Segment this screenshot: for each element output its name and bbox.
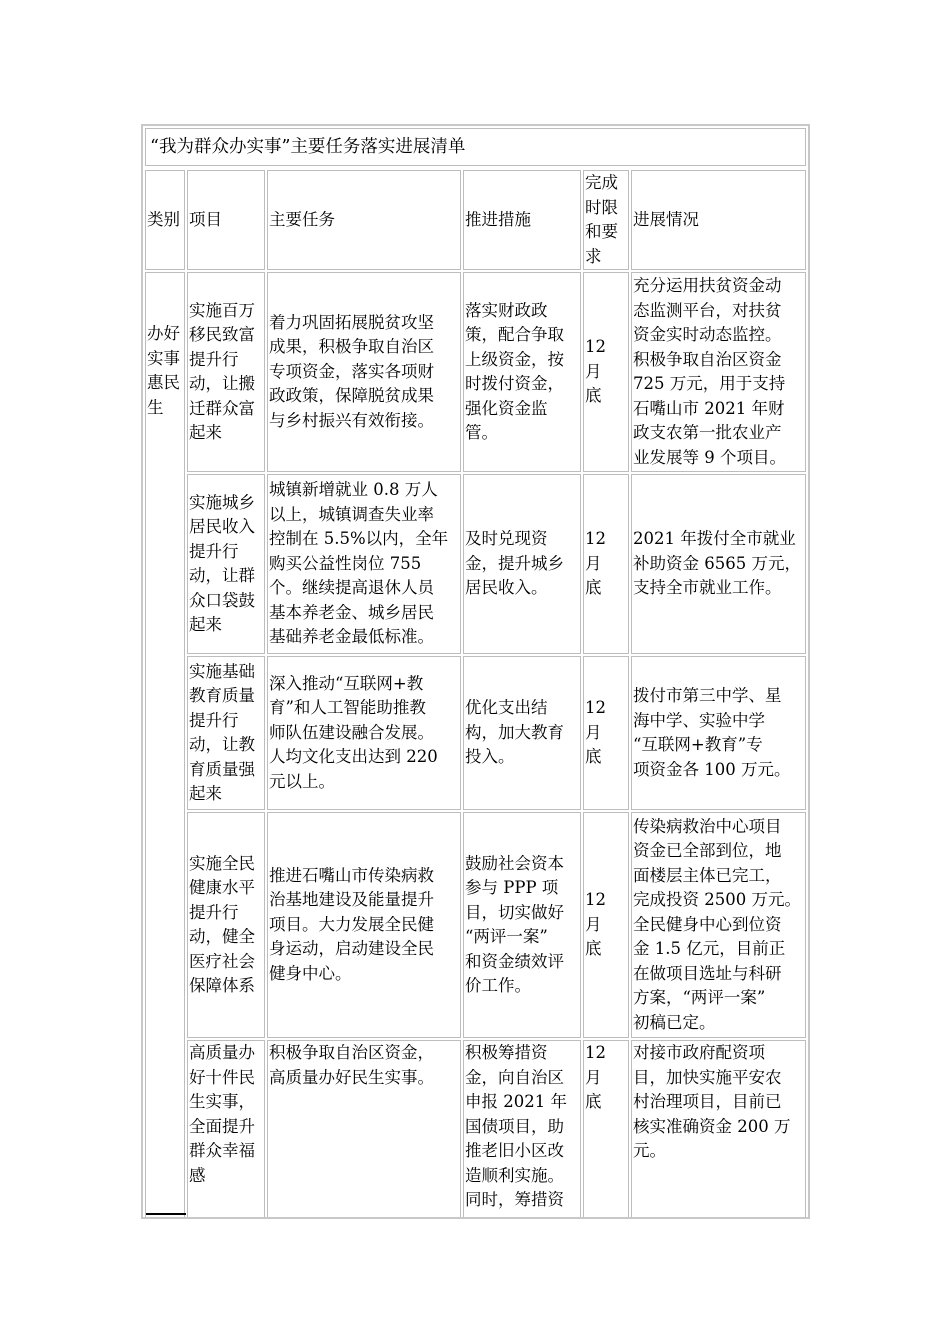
row3-measures (463, 656, 581, 810)
header-deadline-text: 完成 时限 和要 求 (585, 173, 618, 266)
row5-measures-text: 积极筹措资 金，向自治区 申报 2021 年 国债项目，助 推老旧小区改 造顺利实施。 同时，筹措资 (465, 1043, 567, 1209)
row3-project (187, 656, 265, 810)
row4-measures-text: 鼓励社会资本 参与 PPP 项 目，切实做好 “两评一案” 和资金绩效评 价工作。 (465, 853, 564, 995)
header-task-text: 主要任务 (269, 209, 335, 229)
row5-progress-text: 对接市政府配资项 目，加快实施平安农 村治理项目，目前已 核实准确资金 200 万 元。 (633, 1043, 791, 1160)
row1-task (267, 272, 461, 472)
row5-task-text: 积极争取自治区资金， 高质量办好民生实事。 (269, 1043, 434, 1087)
row4-progress (631, 812, 806, 1038)
row2-measures-text: 及时兑现资 金，提升城乡 居民收入。 (465, 529, 564, 598)
row4-deadline-text: 12 月 底 (585, 890, 606, 959)
row3-deadline-text: 12 月 底 (585, 698, 606, 767)
row5-project (187, 1040, 265, 1219)
header-deadline (583, 170, 629, 270)
row2-deadline (583, 474, 629, 654)
header-progress (631, 170, 806, 270)
row2-task (267, 474, 461, 654)
table-title (145, 128, 806, 166)
row5-project-text: 高质量办 好十件民 生实事， 全面提升 群众幸福 感 (189, 1043, 255, 1185)
row3-task (267, 656, 461, 810)
row3-progress-text: 拨付市第三中学、星 海中学、实验中学 “互联网+教育”专 项资金各 100 万元。 (633, 686, 791, 779)
row3-project-text: 实施基础 教育质量 提升行 动，让教 育质量强 起来 (189, 661, 255, 803)
header-progress-text: 进展情况 (633, 209, 699, 229)
row1-task-text: 着力巩固拓展脱贫攻坚 成果，积极争取自治区 专项资金，落实各项财 政政策，保障脱贫成果 与乡村振兴有效衔接。 (269, 312, 434, 430)
row1-project (187, 272, 265, 472)
row5-task (267, 1040, 461, 1219)
header-task (267, 170, 461, 270)
row2-progress (631, 474, 806, 654)
row1-project-text: 实施百万 移民致富 提升行 动，让搬 迁群众富 起来 (189, 300, 255, 442)
row4-measures (463, 812, 581, 1038)
row3-deadline (583, 656, 629, 810)
row2-deadline-text: 12 月 底 (585, 529, 606, 598)
header-category (145, 170, 185, 270)
row2-measures (463, 474, 581, 654)
row5-deadline-text: 12 月 底 (585, 1043, 606, 1111)
row4-progress-text: 传染病救治中心项目 资金已全部到位，地 面楼层主体已完工， 完成投资 2500 万元。 全民健身中心到位资 金 1.5 亿元，目前正 在做项目选址与科研 方案，“两评一案” 初稿已定。 (633, 816, 801, 1032)
row4-project-text: 实施全民 健康水平 提升行 动，健全 医疗社会 保障体系 (189, 853, 255, 995)
row3-progress (631, 656, 806, 810)
header-measures (463, 170, 581, 270)
row3-task-text: 深入推动“互联网+教 育”和人工智能助推教 师队伍建设融合发展。 人均文化支出达到 220 元以上。 (269, 673, 438, 791)
header-measures-text: 推进措施 (465, 209, 531, 229)
row1-progress-text: 充分运用扶贫资金动 态监测平台，对扶贫 资金实时动态监控。 积极争取自治区资金 725 万元，用于支持 石嘴山市 2021 年财 政支农第一批农业产 业发展等 9 个项目。 (633, 276, 786, 467)
row2-project (187, 474, 265, 654)
row5-deadline (583, 1040, 629, 1219)
row1-deadline-text: 12 月 底 (585, 337, 606, 406)
header-category-text: 类别 (147, 209, 180, 229)
row2-task-text: 城镇新增就业 0.8 万人 以上，城镇调查失业率 控制在 5.5%以内，全年 购买公益性岗位 755 个。继续提高退休人员 基本养老金、城乡居民 基础养老金最低标准。 (269, 480, 449, 647)
header-project (187, 170, 265, 270)
row5-progress (631, 1040, 806, 1219)
row1-measures-text: 落实财政政 策，配合争取 上级资金，按 时拨付资金， 强化资金监 管。 (465, 300, 564, 442)
row1-deadline (583, 272, 629, 472)
row2-project-text: 实施城乡 居民收入 提升行 动，让群 众口袋鼓 起来 (189, 492, 255, 634)
row4-deadline (583, 812, 629, 1038)
row2-progress-text: 2021 年拨付全市就业 补助资金 6565 万元， 支持全市就业工作。 (633, 529, 801, 598)
table-title-text: “我为群众办实事”主要任务落实进展清单 (150, 136, 466, 157)
category-text: 办好 实事 惠民 生 (147, 324, 180, 417)
row4-task-text: 推进石嘴山市传染病救 治基地建设及能量提升 项目。大力发展全民健 身运动，启动建设全民 健身中心。 (269, 865, 434, 983)
row3-measures-text: 优化支出结 构，加大教育 投入。 (465, 698, 564, 767)
header-project-text: 项目 (189, 209, 222, 229)
row5-measures (463, 1040, 581, 1219)
category-cell (145, 272, 185, 1217)
row4-project (187, 812, 265, 1038)
row4-task (267, 812, 461, 1038)
row1-progress (631, 272, 806, 472)
page-cut-line (146, 1213, 186, 1215)
row1-measures (463, 272, 581, 472)
task-list-table (141, 124, 810, 1219)
